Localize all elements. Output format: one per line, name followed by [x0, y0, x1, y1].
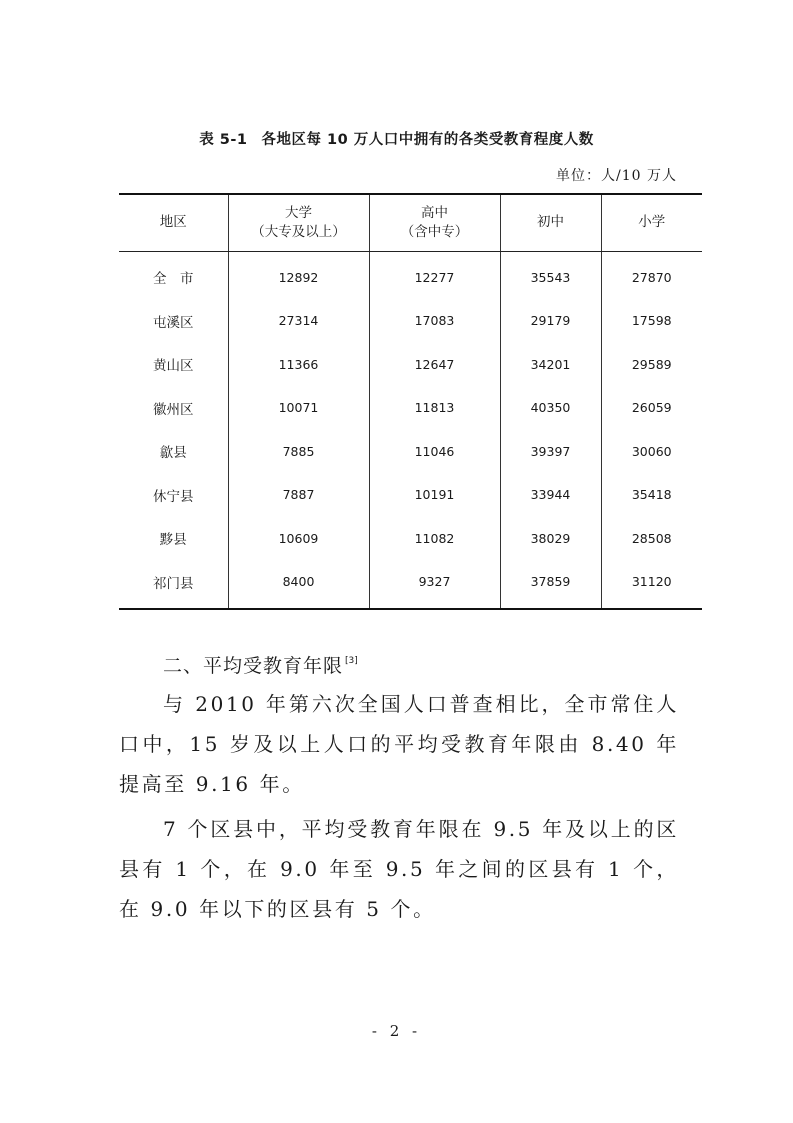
- paragraph-districts: 7 个区县中，平均受教育年限在 9.5 年及以上的区县有 1 个，在 9.0 年至 9.5 年之间的区县有 1 个，在 9.0 年以下的区县有 5 个。: [119, 817, 679, 921]
- cell-region: 祁门县: [153, 575, 194, 592]
- cell-college: 12892: [228, 251, 369, 299]
- cell-region: 歙县: [159, 445, 187, 462]
- cell-primary: 30060: [601, 430, 702, 474]
- header-primary: 小学: [601, 194, 702, 251]
- cell-high: 17083: [369, 299, 500, 343]
- table-row: [119, 343, 702, 387]
- cell-primary: 28508: [601, 517, 702, 561]
- table-row: [119, 517, 702, 561]
- cell-high: 11046: [369, 430, 500, 474]
- cell-primary: 31120: [601, 560, 702, 609]
- table-row: [119, 430, 702, 474]
- table-row: [119, 560, 702, 609]
- cell-college: 7885: [228, 430, 369, 474]
- header-college-line2: （大专及以上）: [251, 223, 346, 240]
- cell-junior: 37859: [500, 560, 601, 609]
- cell-college: 11366: [228, 343, 369, 387]
- cell-junior: 39397: [500, 430, 601, 474]
- cell-high: 9327: [369, 560, 500, 609]
- cell-region: 休宁县: [153, 488, 194, 505]
- cell-high: 12277: [369, 251, 500, 299]
- table-header-row: [119, 194, 702, 251]
- header-high-line2: （含中专）: [400, 223, 469, 240]
- cell-college: 8400: [228, 560, 369, 609]
- table-row: [119, 299, 702, 343]
- cell-high: 11813: [369, 386, 500, 430]
- cell-junior: 38029: [500, 517, 601, 561]
- header-college: [228, 194, 369, 251]
- cell-high: 11082: [369, 517, 500, 561]
- cell-junior: 34201: [500, 343, 601, 387]
- cell-junior: 35543: [500, 251, 601, 299]
- table-caption: [0, 128, 793, 149]
- cell-college: 10609: [228, 517, 369, 561]
- page-number: - 2 -: [371, 1022, 422, 1040]
- cell-junior: 40350: [500, 386, 601, 430]
- cell-junior: 29179: [500, 299, 601, 343]
- cell-region: 黟县: [159, 532, 187, 549]
- cell-high: 12647: [369, 343, 500, 387]
- paragraph-comparison: 与 2010 年第六次全国人口普查相比，全市常住人口中，15 岁及以上人口的平均受教育年限由 8.40 年提高至 9.16 年。: [119, 692, 679, 796]
- cell-region: 黄山区: [153, 358, 194, 375]
- cell-college: 10071: [228, 386, 369, 430]
- footnote-marker: [3]: [345, 656, 358, 666]
- table-title: 各地区每 10 万人口中拥有的各类受教育程度人数: [261, 132, 594, 148]
- cell-primary: 26059: [601, 386, 702, 430]
- cell-region: 屯溪区: [153, 314, 194, 331]
- cell-college: 7887: [228, 473, 369, 517]
- header-junior: 初中: [500, 194, 601, 251]
- table-number: 表 5-1: [199, 132, 248, 148]
- cell-primary: 35418: [601, 473, 702, 517]
- table-row: [119, 251, 702, 299]
- cell-region: 徽州区: [153, 401, 194, 418]
- table-row: [119, 473, 702, 517]
- cell-junior: 33944: [500, 473, 601, 517]
- section-heading-text: 二、平均受教育年限: [163, 655, 344, 677]
- section-heading: [163, 651, 358, 678]
- header-college-line1: 大学: [285, 204, 312, 221]
- cell-region: 全 市: [153, 271, 194, 288]
- cell-primary: 27870: [601, 251, 702, 299]
- education-table: [119, 193, 702, 610]
- table-unit: 单位：人/10 万人: [556, 168, 677, 184]
- header-high-school: [369, 194, 500, 251]
- header-region: 地区: [119, 194, 228, 251]
- cell-college: 27314: [228, 299, 369, 343]
- table-row: [119, 386, 702, 430]
- cell-primary: 29589: [601, 343, 702, 387]
- cell-primary: 17598: [601, 299, 702, 343]
- cell-high: 10191: [369, 473, 500, 517]
- header-high-line1: 高中: [421, 204, 448, 221]
